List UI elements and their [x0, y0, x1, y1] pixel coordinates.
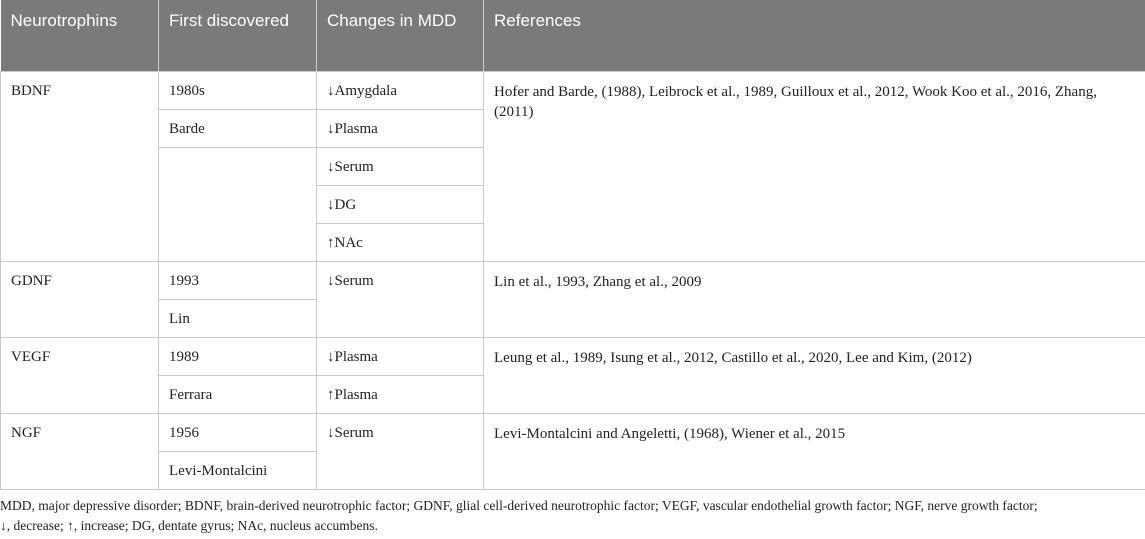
- discovered-year: 1993: [159, 261, 317, 299]
- change-cell: ↓Serum: [317, 261, 484, 337]
- discovered-year: 1989: [159, 337, 317, 375]
- neurotrophin-name: NGF: [1, 413, 159, 489]
- neurotrophin-name: GDNF: [1, 261, 159, 337]
- table-row: [1, 337, 1145, 375]
- references-cell: Leung et al., 1989, Isung et al., 2012, Castillo et al., 2020, Lee and Kim, (2012): [484, 337, 1145, 413]
- discovered-empty: [159, 147, 317, 261]
- discovered-year: 1956: [159, 413, 317, 451]
- header-first-discovered: First discovered: [159, 0, 317, 71]
- references-cell: Hofer and Barde, (1988), Leibrock et al., 1989, Guilloux et al., 2012, Wook Koo et al., 2016, Zhang, (2011): [484, 71, 1145, 261]
- discovered-year: 1980s: [159, 71, 317, 109]
- neurotrophin-name: BDNF: [1, 71, 159, 261]
- discovered-by: Barde: [159, 109, 317, 147]
- change-cell: ↓DG: [317, 185, 484, 223]
- neurotrophin-name: VEGF: [1, 337, 159, 413]
- table-header-row: [1, 0, 1145, 71]
- change-cell: ↓Serum: [317, 147, 484, 185]
- discovered-by: Ferrara: [159, 375, 317, 413]
- change-cell: ↓Plasma: [317, 109, 484, 147]
- discovered-by: Lin: [159, 299, 317, 337]
- change-cell: ↓Amygdala: [317, 71, 484, 109]
- header-changes-in-mdd: Changes in MDD: [317, 0, 484, 71]
- table-row: [1, 71, 1145, 109]
- table-row: [1, 413, 1145, 451]
- change-cell: ↓Serum: [317, 413, 484, 489]
- references-cell: Lin et al., 1993, Zhang et al., 2009: [484, 261, 1145, 337]
- change-cell: ↑Plasma: [317, 375, 484, 413]
- discovered-by: Levi-Montalcini: [159, 451, 317, 489]
- table-footnote: [0, 496, 1145, 536]
- header-references: References: [484, 0, 1145, 71]
- table-row: [1, 261, 1145, 299]
- header-neurotrophins: Neurotrophins: [1, 0, 159, 71]
- footnote-line: ↓, decrease; ↑, increase; DG, dentate gyrus; NAc, nucleus accumbens.: [0, 518, 378, 533]
- references-cell: Levi-Montalcini and Angeletti, (1968), Wiener et al., 2015: [484, 413, 1145, 489]
- change-cell: ↓Plasma: [317, 337, 484, 375]
- footnote-line: MDD, major depressive disorder; BDNF, brain-derived neurotrophic factor; GDNF, glial cell-derived neurotrophic factor; VEGF, vascular endothelial growth factor; NGF, nerve growth factor;: [0, 498, 1038, 513]
- change-cell: ↑NAc: [317, 223, 484, 261]
